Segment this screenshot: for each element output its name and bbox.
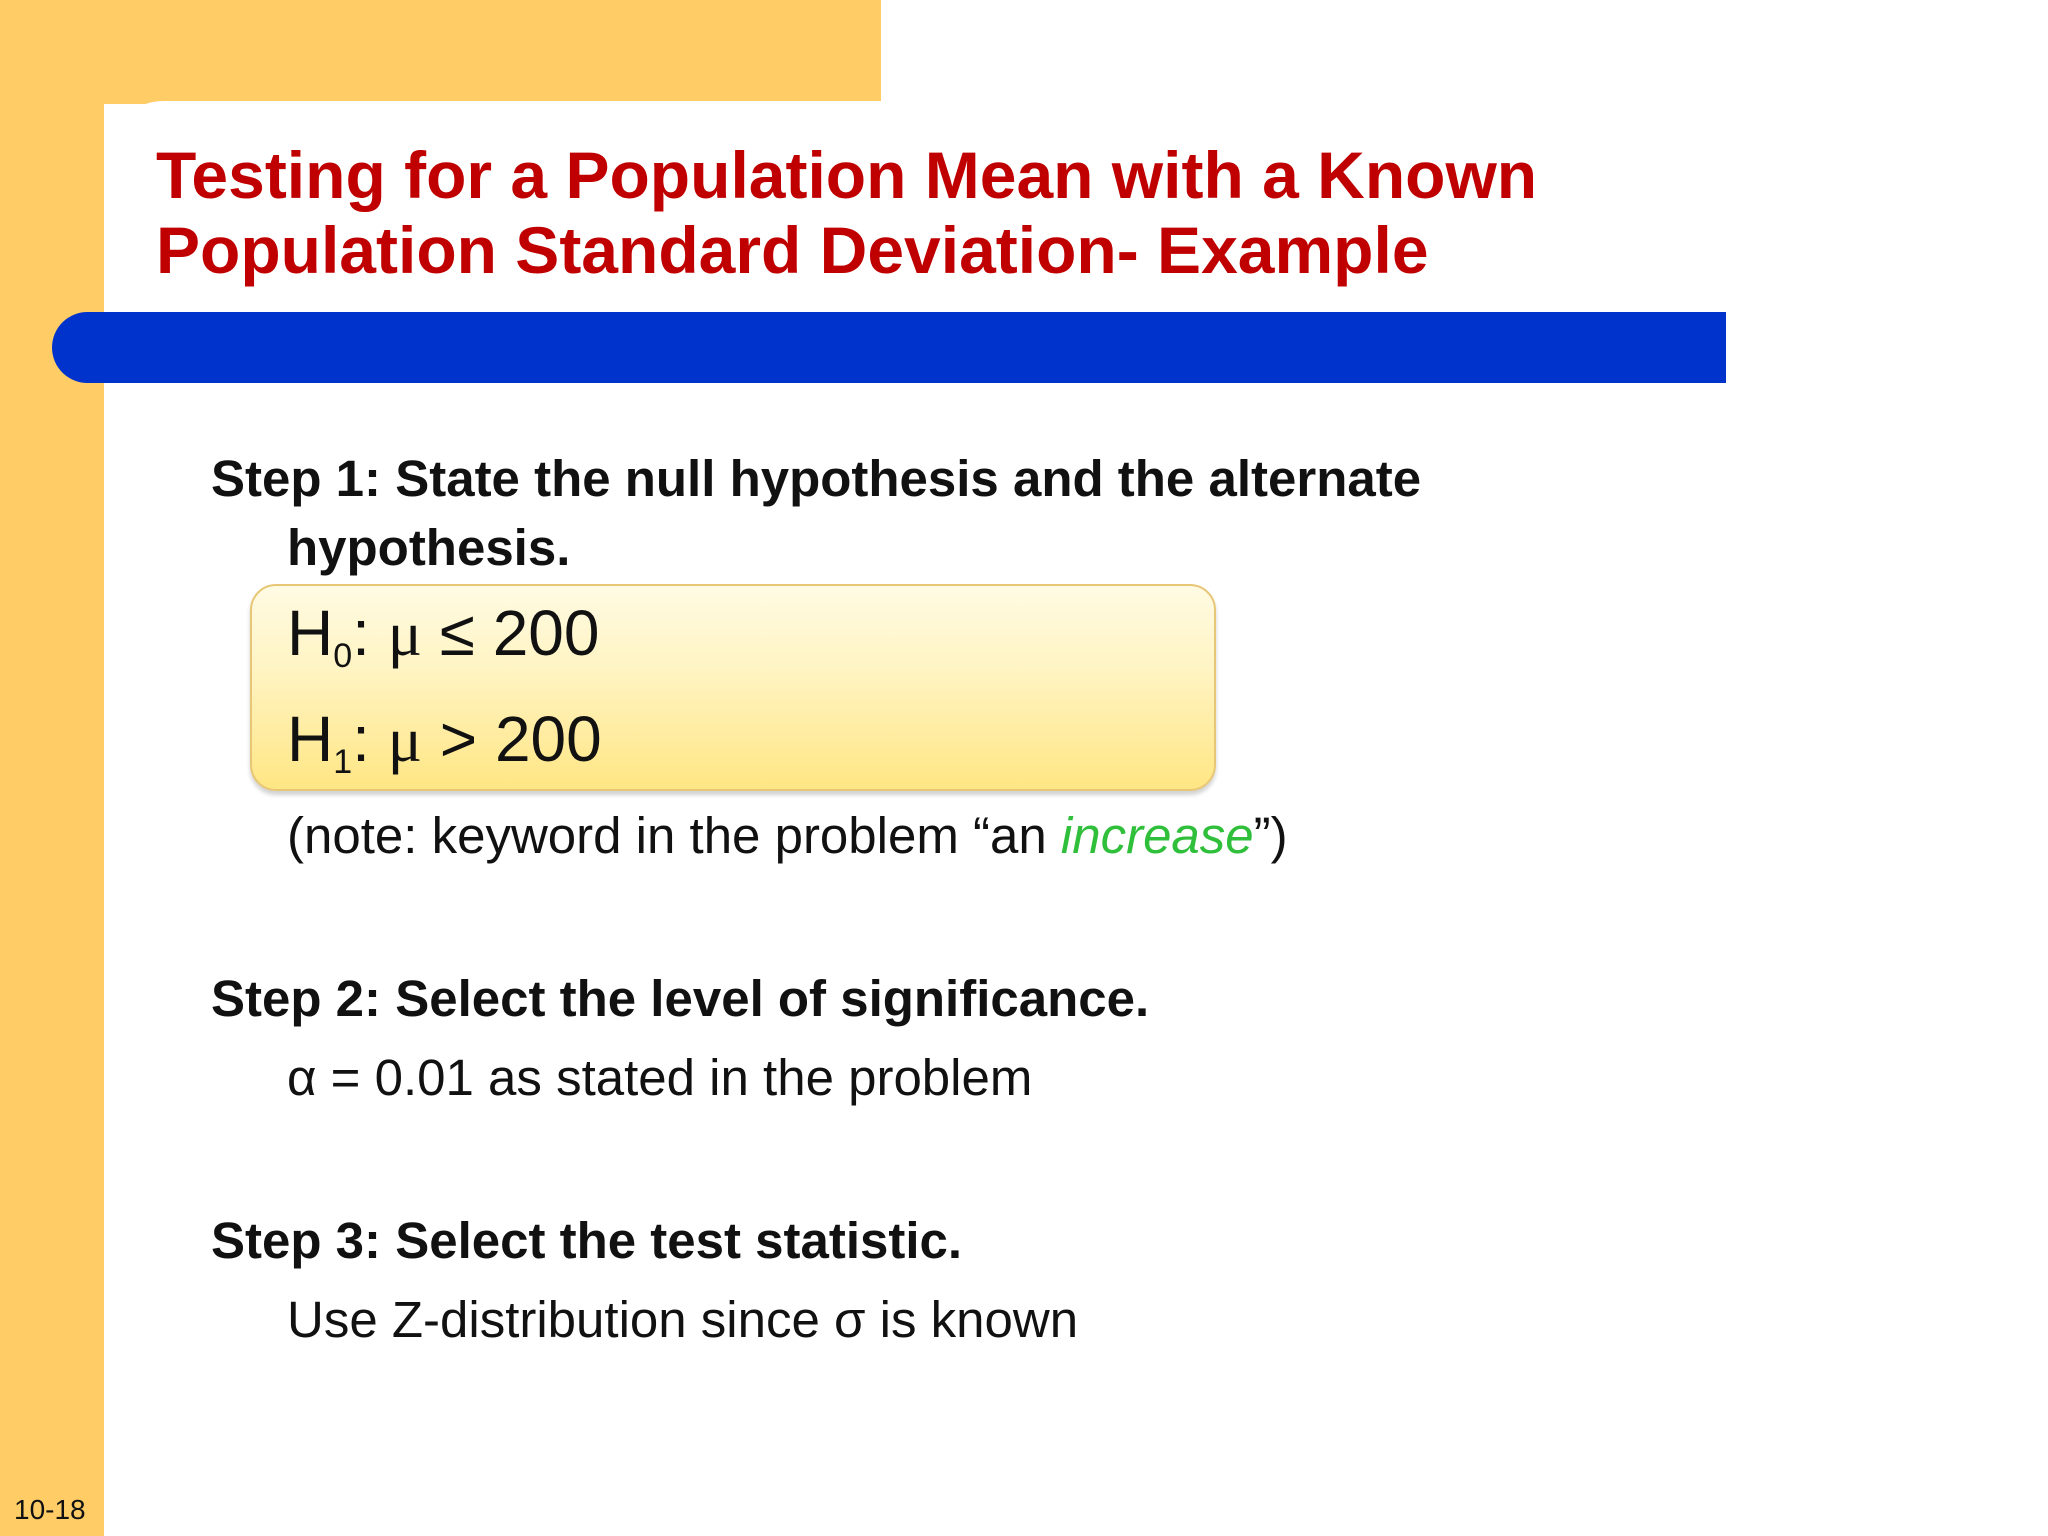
step1-heading bbox=[211, 444, 1421, 582]
step2-body: α = 0.01 as stated in the problem bbox=[287, 1049, 1033, 1106]
slide-title-line2: Population Standard Deviation- Example bbox=[156, 213, 1429, 287]
null-hypothesis: $H_0$: μ ≤ 200 bbox=[287, 597, 600, 675]
keyword-highlight: increase bbox=[1060, 807, 1254, 864]
slide-number: 10-18 bbox=[14, 1494, 86, 1525]
step1-heading-line1: Step 1: State the null hypothesis and the alternate bbox=[211, 450, 1422, 507]
step3-heading: Step 3: Select the test statistic. bbox=[211, 1212, 963, 1269]
left-accent-band bbox=[0, 0, 104, 1536]
slide-title bbox=[156, 138, 1756, 288]
top-accent-band bbox=[0, 0, 881, 104]
mu-symbol: μ bbox=[387, 598, 423, 669]
slide-title-line1: Testing for a Population Mean with a Known bbox=[156, 138, 1538, 212]
step1-heading-line2: hypothesis. bbox=[287, 519, 571, 576]
step2-heading: Step 2: Select the level of significance. bbox=[211, 970, 1150, 1027]
mu-symbol: μ bbox=[387, 704, 423, 775]
step3-body: Use Z-distribution since σ is known bbox=[287, 1291, 1079, 1348]
alternate-hypothesis: $H_1$: μ > 200 bbox=[287, 703, 602, 781]
step1-note: (note: keyword in the problem “an increase”) bbox=[287, 807, 1288, 864]
title-divider-bar bbox=[52, 312, 1726, 383]
